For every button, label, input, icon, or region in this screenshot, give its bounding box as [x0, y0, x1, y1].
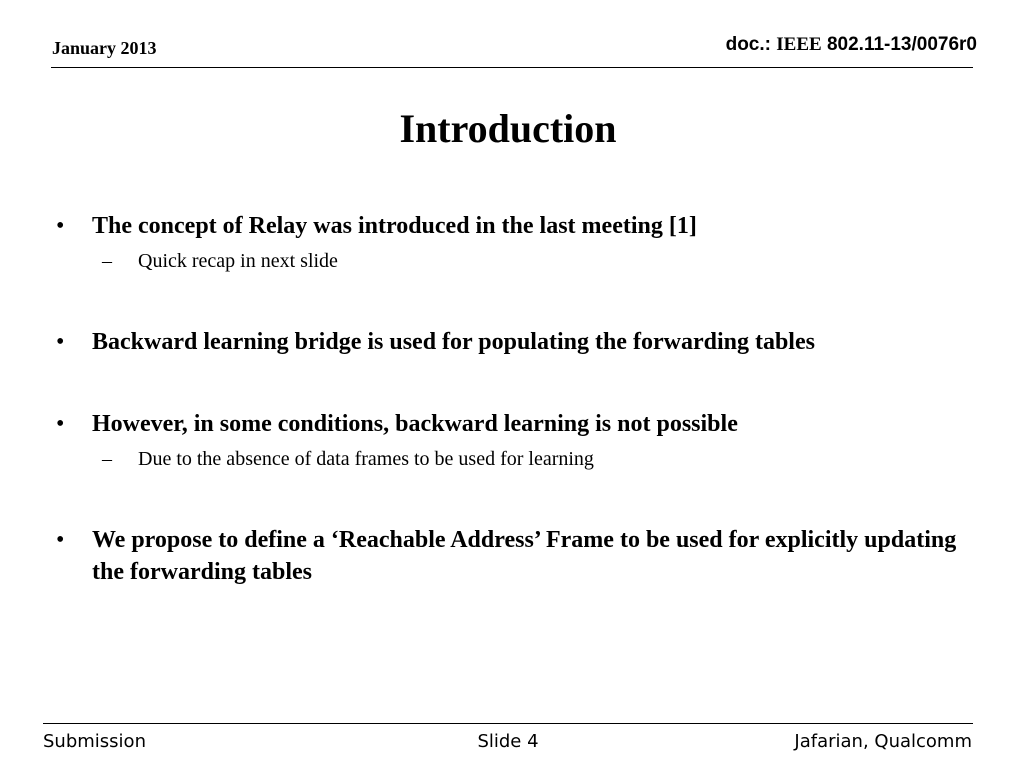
sub-bullet-marker: –	[102, 250, 112, 272]
bullet-text: However, in some conditions, backward learning is not possible	[92, 411, 738, 437]
slide-body	[56, 210, 966, 588]
sub-bullet-text: Due to the absence of data frames to be used for learning	[138, 448, 594, 470]
bullet-text: The concept of Relay was introduced in the last meeting [1]	[92, 213, 697, 239]
header-doc-id	[726, 34, 977, 56]
slide-title: Introduction	[399, 106, 617, 151]
footer-divider	[43, 723, 973, 724]
bullet-text: We propose to define a ‘Reachable Address’ Frame to be used for explicitly updating the forwarding tables	[92, 527, 957, 585]
sub-bullet-marker: –	[102, 448, 112, 470]
bullet-item	[56, 210, 966, 242]
bullet-item	[56, 524, 966, 588]
spacer	[56, 474, 966, 524]
bullet-item	[56, 408, 966, 440]
sub-bullet-text: Quick recap in next slide	[138, 250, 338, 272]
sub-bullet-item	[56, 444, 966, 474]
bullet-marker: •	[56, 213, 65, 239]
bullet-item	[56, 326, 966, 358]
doc-prefix: doc.:	[725, 34, 777, 55]
bullet-marker: •	[56, 329, 65, 355]
doc-number: 802.11-13/0076r0	[821, 34, 977, 55]
header-divider	[51, 67, 973, 68]
bullet-marker: •	[56, 411, 65, 437]
footer-submission: Submission	[43, 731, 146, 752]
bullet-marker: •	[56, 527, 65, 553]
bullet-text: Backward learning bridge is used for populating the forwarding tables	[92, 329, 815, 355]
spacer	[56, 358, 966, 408]
sub-bullet-item	[56, 246, 966, 276]
doc-org: IEEE	[776, 34, 822, 55]
footer-author: Jafarian, Qualcomm	[794, 731, 972, 752]
footer-slide-number: Slide 4	[477, 731, 539, 752]
spacer	[56, 276, 966, 326]
header-date: January 2013	[52, 38, 157, 58]
